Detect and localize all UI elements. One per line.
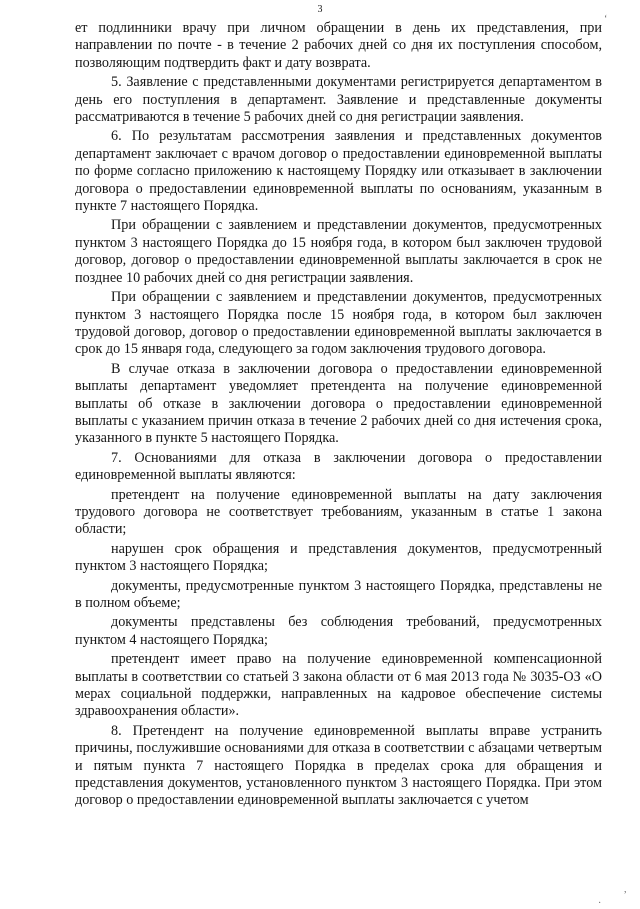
refusal-reason-1: претендент на получение единовременной выплаты на дату заключения трудового договора не соответствует требованиям, указанным в статье 1 закона области; [75,486,602,538]
paragraph-item-5: 5. Заявление с представленными документами регистрируется департаментом в день его поступления в департамент. Заявление и представленные документы рассматриваются в течение 5 рабочих дней со дня регистрации заявления. [75,74,602,126]
paragraph-continuation: ет подлинники врачу при личном обращении в день их представления, при направлении по почте - в течение 2 рабочих дней со дня их поступления способом, позволяющим подтвердить факт и дату возврата. [75,20,602,71]
paragraph-item-7: 7. Основаниями для отказа в заключении договора о предоставлении единовременной выплаты являются: [75,449,602,484]
document-body [75,20,602,812]
scan-speck: · [598,898,602,909]
paragraph-deadline-after-nov-15: При обращении с заявлением и представлении документов, предусмотренных пунктом 3 настоящего Порядка после 15 ноября года, в котором был заключен трудовой договор, договор о предоставлении единовременной выплаты заключается в срок до 15 января года, следующего за годом заключения трудового договора. [75,289,602,358]
paragraph-item-8: 8. Претендент на получение единовременной выплаты вправе устранить причины, послужившие основаниями для отказа в соответствии с абзацами четвертым и пятым пункта 7 настоящего Порядка в пределах срока для обращения и представления документов, установленного пунктом 3 настоящего Порядка. При этом договор о предоставлении единовременной выплаты заключается с учетом [75,722,602,809]
refusal-reason-4: документы представлены без соблюдения требований, предусмотренных пунктом 4 настоящего Порядка; [75,614,602,648]
paragraph-item-6: 6. По результатам рассмотрения заявления и представленных документов департамент заключает с врачом договор о предоставлении единовременной выплаты по форме согласно приложению к настоящему Порядку или отказывает в заключении договора о предоставлении единовременной выплаты по основаниям, указанным в пункте 7 настоящего Порядка. [75,128,602,215]
page-number: 3 [317,4,323,15]
refusal-reason-2: нарушен срок обращения и представления документов, предусмотренный пунктом 3 настоящего Порядка; [75,540,602,575]
paragraph-deadline-before-nov-15: При обращении с заявлением и представлении документов, предусмотренных пунктом 3 настоящего Порядка до 15 ноября года, в котором был заключен трудовой договор, договор о предоставлении единовременной выплаты заключается в срок не позднее 10 рабочих дней со дня регистрации заявления. [75,217,602,286]
refusal-reason-3: документы, предусмотренные пунктом 3 настоящего Порядка, представлены не в полном объеме; [75,577,602,611]
paragraph-refusal-notice: В случае отказа в заключении договора о предоставлении единовременной выплаты департамент уведомляет претендента на получение единовременной выплаты об отказе в заключении договора о предоставлении единовременной выплаты с указанием причин отказа в течение 2 рабочих дней со дня истечения срока, указанного в пункте 5 настоящего Порядка. [75,360,602,447]
refusal-reason-5: претендент имеет право на получение единовременной компенсационной выплаты в соответствии со статьей 3 закона области от 6 мая 2013 года № 3035-ОЗ «О мерах социальной поддержки, направленных на кадровое обеспечение системы здравоохранения области». [75,651,602,720]
scan-speck: ‘ [604,14,608,25]
scan-speck: , [624,884,627,895]
